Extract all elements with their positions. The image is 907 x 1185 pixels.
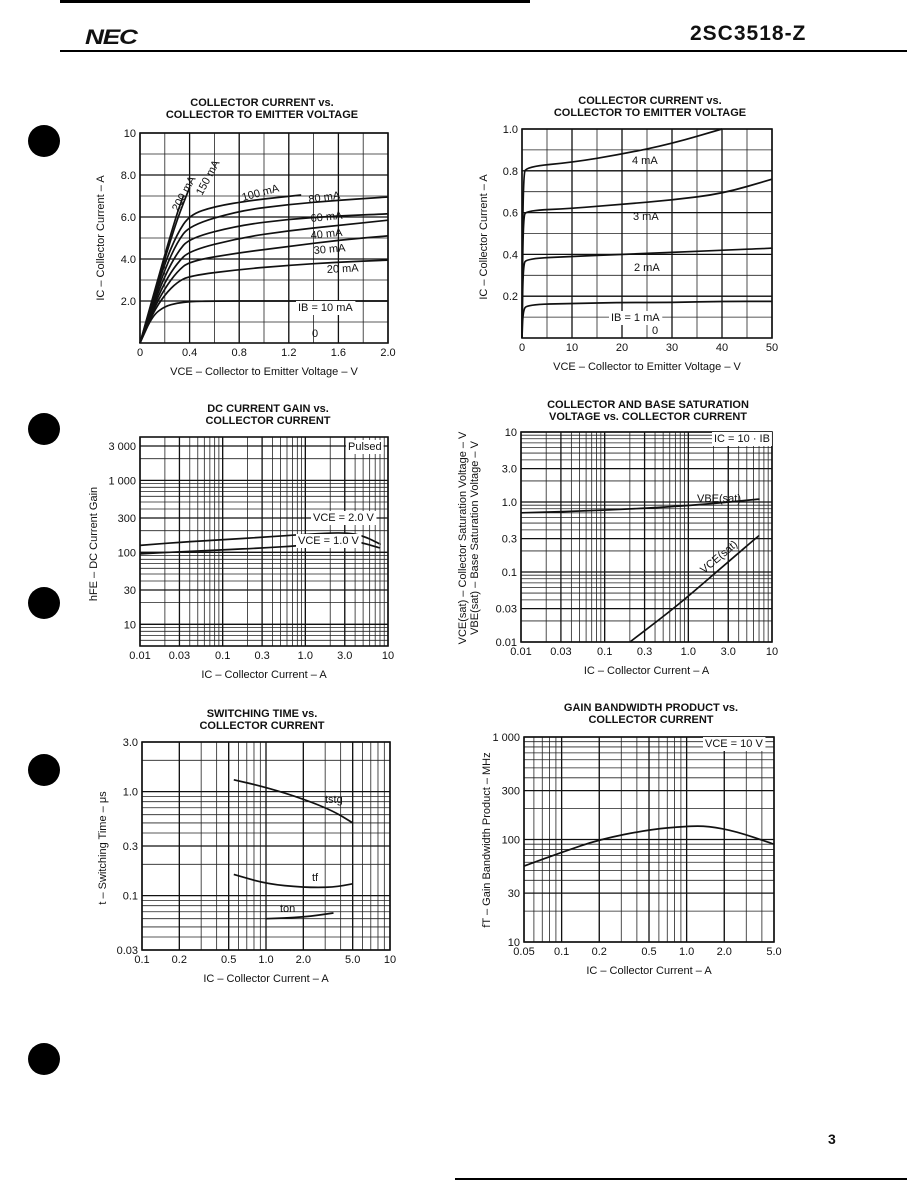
y-tick-label: 0.8: [502, 165, 518, 178]
x-tick-label: 10: [565, 342, 579, 354]
y-tick-label: 10: [504, 427, 517, 439]
series-line: [630, 536, 759, 642]
curve-annotation: 3 mA: [633, 211, 659, 223]
x-tick-label: 0.1: [597, 646, 613, 658]
x-tick-label: 5.0: [766, 946, 782, 958]
x-tick-label: 1.0: [258, 954, 274, 966]
x-tick-label: 0: [136, 347, 144, 359]
y-tick-label: 0.1: [122, 890, 138, 903]
x-axis-label: IC – Collector Current – A: [203, 973, 329, 985]
x-axis-label: IC – Collector Current – A: [201, 669, 327, 681]
chart-ic-vce-low: [95, 97, 396, 378]
chart-title-line: COLLECTOR TO EMITTER VOLTAGE: [165, 109, 359, 121]
curve-annotation: IB = 1 mA: [611, 312, 660, 324]
y-tick-label: 30: [123, 584, 136, 597]
curve-annotation: 100 mA: [240, 182, 281, 204]
x-tick-label: 3.0: [337, 650, 353, 662]
x-tick-label: 0.1: [553, 946, 570, 958]
curve-annotation: 200 mA: [170, 174, 199, 214]
y-tick-label: 0.3: [122, 841, 138, 853]
y-tick-label: 300: [117, 512, 136, 525]
y-tick-label: 1 000: [108, 475, 136, 488]
curve-annotation: VCE = 1.0 V: [298, 535, 359, 547]
y-tick-label: 0.2: [502, 291, 518, 304]
y-tick-label: 300: [501, 785, 520, 798]
x-tick-label: 1.0: [680, 646, 696, 658]
curve-annotation: tstg: [325, 794, 343, 806]
curve-annotation: 30 mA: [313, 242, 346, 257]
curve-annotation: 0: [652, 325, 659, 337]
y-tick-label: 1.0: [501, 497, 517, 509]
chart-title-line: SWITCHING TIME vs.: [206, 708, 318, 720]
y-tick-label: 0.03: [116, 945, 138, 957]
x-tick-label: 0.2: [171, 954, 187, 966]
x-tick-label: 0.05: [513, 946, 535, 958]
x-tick-label: 0.5: [641, 946, 657, 958]
curve-annotation: 80 mA: [307, 189, 341, 206]
curve-annotation: 0: [312, 328, 319, 340]
x-tick-label: 0.8: [231, 347, 247, 359]
x-tick-label: 1.2: [281, 347, 297, 359]
chart-title-line: COLLECTOR CURRENT: [588, 714, 714, 726]
chart-ft-ic: [481, 702, 782, 977]
y-tick-label: 4.0: [120, 254, 136, 266]
curve-annotation: IC = 10 · IB: [714, 433, 770, 445]
x-tick-label: 0.4: [181, 347, 198, 359]
y-tick-label: 100: [117, 547, 136, 560]
chart-title-line: VOLTAGE vs. COLLECTOR CURRENT: [548, 411, 748, 423]
chart-title-line: COLLECTOR TO EMITTER VOLTAGE: [553, 107, 747, 119]
x-tick-label: 2.0: [380, 347, 396, 359]
curve-annotation: 4 mA: [632, 155, 658, 167]
x-tick-label: 30: [665, 342, 679, 354]
x-tick-label: 0.1: [215, 650, 231, 662]
x-tick-label: 1.0: [678, 946, 695, 958]
nec-logo: NEC: [85, 26, 137, 49]
grid-lines: [521, 432, 772, 642]
x-tick-label: 0.3: [254, 650, 270, 662]
chart-title-line: COLLECTOR AND BASE SATURATION: [547, 399, 749, 411]
y-axis-label: fT – Gain Bandwidth Product – MHz: [481, 752, 493, 928]
series-line: [266, 913, 334, 919]
x-axis-label: VCE – Collector to Emitter Voltage – V: [553, 361, 741, 373]
x-tick-label: 0.03: [168, 650, 191, 662]
x-tick-label: 0.1: [134, 954, 150, 966]
y-tick-label: 100: [501, 834, 520, 847]
x-tick-label: 0.3: [636, 646, 653, 658]
y-tick-label: 3.0: [501, 463, 517, 476]
y-tick-label: 3 000: [108, 440, 136, 453]
chart-ic-vce-high: [478, 95, 778, 373]
x-tick-label: 50: [765, 342, 779, 354]
chart-title-line: COLLECTOR CURRENT: [205, 415, 331, 427]
part-number: 2SC3518-Z: [690, 22, 807, 45]
curve-annotation: VBE(sat): [697, 493, 742, 505]
series-line: [234, 874, 353, 887]
y-axis-label: IC – Collector Current – A: [95, 175, 107, 301]
curve-annotation: ton: [280, 903, 296, 915]
chart-title-line: GAIN BANDWIDTH PRODUCT vs.: [563, 702, 739, 714]
curve-annotation: VCE = 2.0 V: [313, 512, 374, 524]
x-tick-label: 2.0: [716, 946, 732, 958]
x-tick-label: 0.5: [221, 954, 237, 966]
x-axis-label: VCE – Collector to Emitter Voltage – V: [170, 366, 358, 378]
chart-title-line: COLLECTOR CURRENT vs.: [578, 95, 722, 107]
page-number: 3: [828, 1131, 836, 1147]
y-tick-label: 0.01: [495, 637, 517, 649]
chart-title-line: COLLECTOR CURRENT vs.: [190, 97, 334, 109]
x-tick-label: 0.01: [129, 650, 151, 662]
grid-lines: [524, 737, 774, 942]
chart-title-line: DC CURRENT GAIN vs.: [207, 403, 329, 415]
y-tick-label: 3.0: [122, 737, 138, 749]
x-tick-label: 0: [518, 342, 526, 354]
x-tick-label: 0.03: [550, 646, 572, 658]
y-tick-label: 10: [123, 619, 136, 632]
y-axis-label: VCE(sat) – Collector Saturation Voltage – V: [457, 431, 469, 645]
curve-annotation: 2 mA: [634, 262, 660, 274]
x-tick-label: 10: [381, 650, 395, 662]
y-tick-label: 1.0: [502, 124, 518, 136]
x-tick-label: 1.0: [297, 650, 313, 662]
x-tick-label: 0.2: [591, 946, 607, 958]
curve-annotation: IB = 10 mA: [298, 302, 353, 314]
curve-annotation: 60 mA: [310, 209, 343, 225]
chart-switching-ic: [97, 708, 396, 985]
y-tick-label: 1.0: [122, 786, 138, 799]
footer-rule: [455, 1178, 907, 1180]
chart-vsat-ic: [457, 399, 778, 677]
chart-hfe-ic: [88, 403, 394, 681]
y-axis-label: IC – Collector Current – A: [478, 174, 490, 300]
curve-annotation: tf: [312, 872, 319, 884]
x-tick-label: 20: [615, 342, 629, 354]
y-tick-label: 0.4: [502, 249, 518, 262]
x-tick-label: 2.0: [295, 954, 311, 966]
curve-annotation: 40 mA: [310, 226, 343, 242]
x-axis-label: IC – Collector Current – A: [583, 665, 710, 677]
x-tick-label: 40: [715, 342, 729, 354]
curve-annotation: Pulsed: [348, 441, 382, 453]
y-tick-label: 30: [507, 888, 520, 901]
y-tick-label: 1 000: [492, 732, 520, 744]
y-tick-label: 0.03: [495, 603, 517, 616]
x-tick-label: 3.0: [720, 646, 736, 658]
y-axis-label: VBE(sat) – Base Saturation Voltage – V: [469, 441, 481, 635]
x-tick-label: 0.01: [510, 646, 532, 658]
curve-annotation: 150 mA: [194, 158, 223, 198]
curve-annotation: 20 mA: [326, 262, 359, 276]
x-tick-label: 10: [383, 954, 397, 966]
y-axis-label: t – Switching Time – μs: [97, 791, 109, 905]
y-tick-label: 0.3: [501, 533, 517, 546]
y-tick-label: 0.1: [501, 567, 517, 579]
x-axis-label: IC – Collector Current – A: [586, 965, 712, 977]
y-tick-label: 8.0: [120, 170, 136, 182]
plot-frame: [521, 432, 772, 642]
y-tick-label: 10: [123, 128, 136, 140]
y-axis-label: hFE – DC Current Gain: [88, 486, 100, 602]
x-tick-label: 10: [765, 646, 779, 658]
x-tick-label: 5.0: [345, 954, 361, 966]
y-tick-label: 6.0: [120, 212, 136, 224]
curve-annotation: VCE(sat): [698, 538, 741, 577]
grid-lines: [142, 742, 390, 950]
x-tick-label: 1.6: [330, 347, 347, 359]
chart-title-line: COLLECTOR CURRENT: [199, 720, 325, 732]
curve-annotation: VCE = 10 V: [705, 738, 763, 750]
y-tick-label: 0.6: [502, 207, 518, 220]
y-tick-label: 10: [507, 937, 520, 949]
y-tick-label: 2.0: [120, 296, 136, 308]
